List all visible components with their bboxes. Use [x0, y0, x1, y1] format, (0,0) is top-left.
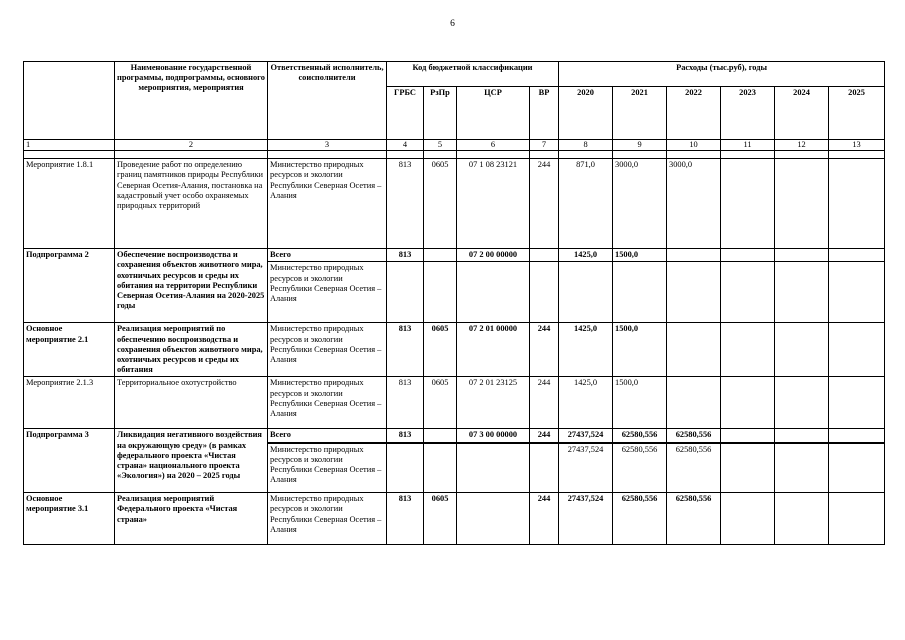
row-level: Подпрограмма 3	[24, 429, 115, 493]
row-csr: 07 3 00 00000	[457, 429, 530, 443]
row-2021: 1500,0	[613, 377, 667, 429]
row-2022: 62580,556	[667, 429, 721, 443]
header-vr: ВР	[530, 87, 559, 140]
table-row	[24, 429, 885, 443]
header-year-2021: 2021	[613, 87, 667, 140]
col-num-13: 13	[829, 140, 885, 151]
row-rzpr: 0605	[424, 377, 457, 429]
row-grbs: 813	[387, 323, 424, 377]
row-2022: 3000,0	[667, 159, 721, 249]
col-num-10: 10	[667, 140, 721, 151]
row-total: Всего	[268, 249, 387, 262]
row-csr: 07 2 00 00000	[457, 249, 530, 262]
row-2021: 62580,556	[613, 493, 667, 545]
col-num-1: 1	[24, 140, 115, 151]
row-level: Подпрограмма 2	[24, 249, 115, 323]
row-2022: 62580,556	[667, 493, 721, 545]
table-row	[24, 159, 885, 249]
header-year-2025: 2025	[829, 87, 885, 140]
row-vr: 244	[530, 377, 559, 429]
budget-table	[23, 61, 885, 545]
row-level: Основное мероприятие 2.1	[24, 323, 115, 377]
row-name: Ликвидация негативного воздействия на окружающую среду» (в рамках федерального проекта «Чистая страна» национального проекта «Экология») на 2020 – 2025 годы	[115, 429, 268, 493]
header-year-2020: 2020	[559, 87, 613, 140]
header-csr: ЦСР	[457, 87, 530, 140]
col-num-8: 8	[559, 140, 613, 151]
row-2020: 1425,0	[559, 377, 613, 429]
row-2020: 27437,524	[559, 429, 613, 443]
row-grbs: 813	[387, 159, 424, 249]
row-rzpr: 0605	[424, 493, 457, 545]
row-csr: 07 1 08 23121	[457, 159, 530, 249]
row-total: Всего	[268, 429, 387, 443]
header-executor: Ответственный исполнитель, соисполнители	[268, 62, 387, 140]
row-name: Обеспечение воспроизводства и сохранения объектов животного мира, охотничьих ресурсов и среды их обитания на территории Республики Северная Осетия-Алания на 2020-2025 годы	[115, 249, 268, 323]
col-num-5: 5	[424, 140, 457, 151]
row-2020: 871,0	[559, 159, 613, 249]
row-executor: Министерство природных ресурсов и экологии Республики Северная Осетия – Алания	[268, 323, 387, 377]
row-rzpr: 0605	[424, 159, 457, 249]
col-num-7: 7	[530, 140, 559, 151]
row-sub-2020: 27437,524	[559, 443, 613, 493]
row-name: Реализация мероприятий по обеспечению воспроизводства и сохранения объектов животного мира, охотничьих ресурсов и среды их обитания	[115, 323, 268, 377]
row-vr: 244	[530, 429, 559, 443]
col-num-9: 9	[613, 140, 667, 151]
header-grbs: ГРБС	[387, 87, 424, 140]
page-number: 6	[450, 19, 455, 29]
row-2021: 62580,556	[613, 429, 667, 443]
row-csr: 07 2 01 23125	[457, 377, 530, 429]
row-grbs: 813	[387, 493, 424, 545]
header-row-1	[24, 62, 885, 87]
row-grbs: 813	[387, 249, 424, 262]
header-expenses-group: Расходы (тыс.руб), годы	[559, 62, 885, 87]
table-row	[24, 493, 885, 545]
row-level: Мероприятие 1.8.1	[24, 159, 115, 249]
row-grbs: 813	[387, 377, 424, 429]
row-executor: Министерство природных ресурсов и экологии Республики Северная Осетия – Алания	[268, 262, 387, 323]
table-row	[24, 377, 885, 429]
row-level: Основное мероприятие 3.1	[24, 493, 115, 545]
col-num-6: 6	[457, 140, 530, 151]
header-name: Наименование государственной программы, подпрограммы, основного мероприятия, мероприятия	[115, 62, 268, 140]
column-numbers-row	[24, 140, 885, 151]
row-2020: 1425,0	[559, 323, 613, 377]
col-num-2: 2	[115, 140, 268, 151]
row-name: Проведение работ по определению границ памятников природы Республики Северная Осетия-Алания, постановка на кадастровый учет особо охраняемых природных территорий	[115, 159, 268, 249]
table-row	[24, 249, 885, 262]
row-2021: 1500,0	[613, 323, 667, 377]
row-2020: 27437,524	[559, 493, 613, 545]
header-year-2023: 2023	[721, 87, 775, 140]
row-level: Мероприятие 2.1.3	[24, 377, 115, 429]
table-row	[24, 323, 885, 377]
row-vr: 244	[530, 323, 559, 377]
row-name: Территориальное охотустройство	[115, 377, 268, 429]
col-num-11: 11	[721, 140, 775, 151]
col-num-4: 4	[387, 140, 424, 151]
col-num-3: 3	[268, 140, 387, 151]
row-grbs: 813	[387, 429, 424, 443]
row-rzpr: 0605	[424, 323, 457, 377]
row-vr: 244	[530, 493, 559, 545]
row-executor: Министерство природных ресурсов и экологии Республики Северная Осетия – Алания	[268, 377, 387, 429]
header-year-2024: 2024	[775, 87, 829, 140]
row-sub-2022: 62580,556	[667, 443, 721, 493]
row-2021: 3000,0	[613, 159, 667, 249]
header-blank	[24, 62, 115, 140]
col-num-12: 12	[775, 140, 829, 151]
row-2021: 1500,0	[613, 249, 667, 262]
row-vr: 244	[530, 159, 559, 249]
header-rzpr: РзПр	[424, 87, 457, 140]
row-2020: 1425,0	[559, 249, 613, 262]
row-executor: Министерство природных ресурсов и экологии Республики Северная Осетия – Алания	[268, 159, 387, 249]
header-year-2022: 2022	[667, 87, 721, 140]
row-sub-2021: 62580,556	[613, 443, 667, 493]
row-executor: Министерство природных ресурсов и экологии Республики Северная Осетия – Алания	[268, 493, 387, 545]
header-code-group: Код бюджетной классификации	[387, 62, 559, 87]
spacer-row	[24, 151, 885, 159]
row-executor: Министерство природных ресурсов и экологии Республики Северная Осетия – Алания	[268, 443, 387, 493]
row-name: Реализация мероприятий Федерального проекта «Чистая страна»	[115, 493, 268, 545]
row-csr: 07 2 01 00000	[457, 323, 530, 377]
